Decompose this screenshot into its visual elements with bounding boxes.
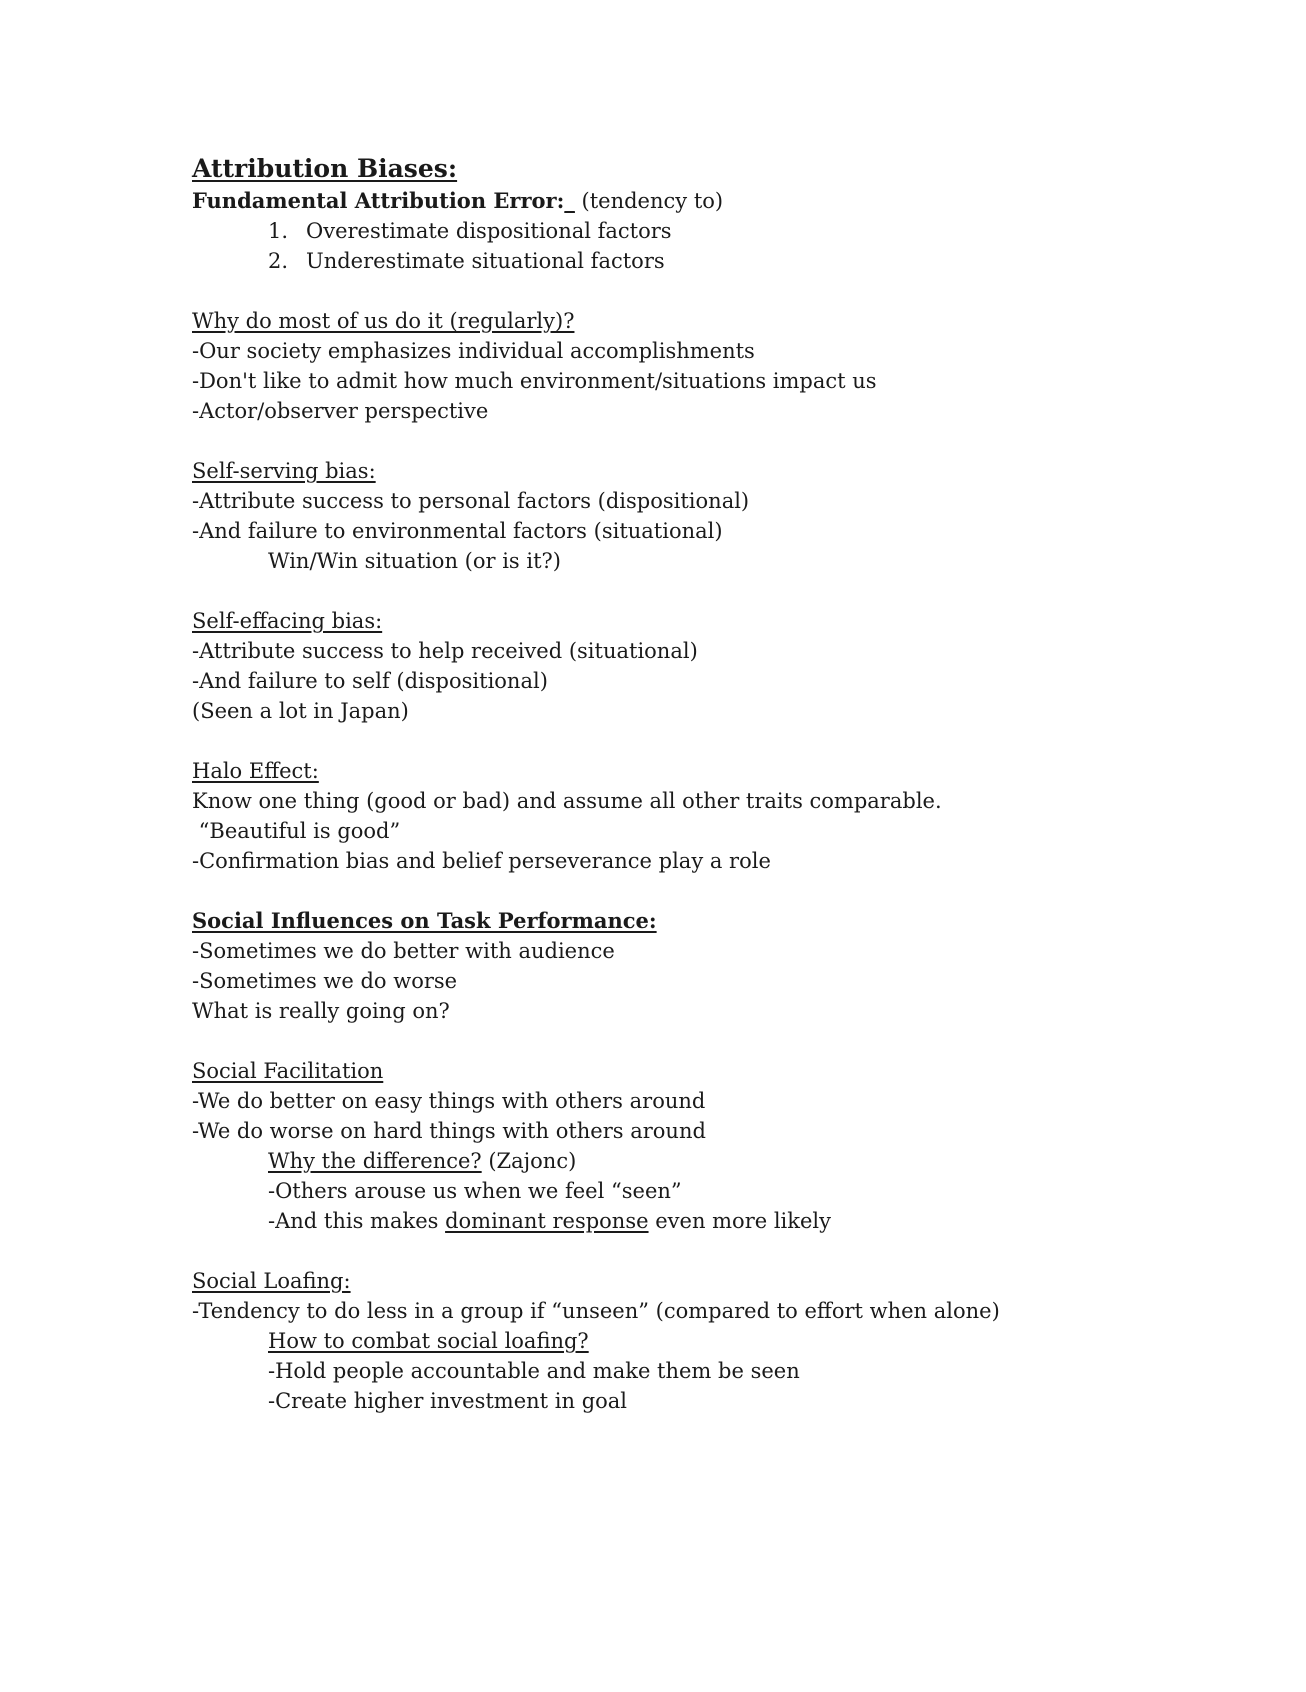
social-facilitation-line: -We do better on easy things with others around bbox=[192, 1089, 706, 1113]
fae-underscore: _ bbox=[564, 189, 575, 213]
social-facilitation-heading: Social Facilitation bbox=[192, 1059, 384, 1083]
social-loafing-line: -Tendency to do less in a group if “unseen” (compared to effort when alone) bbox=[192, 1299, 1000, 1323]
social-facilitation-sub-line bbox=[192, 1206, 1232, 1236]
why-heading: Why do most of us do it (regularly)? bbox=[192, 309, 575, 333]
self-serving-heading-line bbox=[192, 456, 1232, 486]
fae-item bbox=[192, 216, 1232, 246]
why-line: -Our society emphasizes individual accomplishments bbox=[192, 339, 755, 363]
why-heading-line bbox=[192, 306, 1232, 336]
why-line: -Actor/observer perspective bbox=[192, 399, 489, 423]
self-serving-indented-line: Win/Win situation (or is it?) bbox=[268, 549, 561, 573]
social-loafing-subheading: How to combat social loafing? bbox=[268, 1329, 589, 1353]
spacer bbox=[192, 1236, 1232, 1266]
spacer bbox=[192, 426, 1232, 456]
social-facilitation-subheading: Why the difference? bbox=[268, 1149, 482, 1173]
social-influences-heading: Social Influences on Task Performance: bbox=[192, 908, 657, 933]
social-loafing-heading: Social Loafing: bbox=[192, 1269, 351, 1293]
fae-item-number: 1. bbox=[268, 219, 289, 243]
social-facilitation-subheading-rest: (Zajonc) bbox=[481, 1149, 577, 1173]
social-facilitation-subheading-line bbox=[192, 1146, 1232, 1176]
social-influences-line: -Sometimes we do better with audience bbox=[192, 939, 615, 963]
social-influences-heading-line bbox=[192, 906, 1232, 936]
spacer bbox=[192, 726, 1232, 756]
page-title: Attribution Biases: bbox=[192, 154, 458, 183]
self-effacing-heading: Self-effacing bias: bbox=[192, 609, 383, 633]
self-effacing-line: -Attribute success to help received (situational) bbox=[192, 639, 698, 663]
halo-line: -Confirmation bias and belief perseverance play a role bbox=[192, 849, 771, 873]
fae-item-text: Overestimate dispositional factors bbox=[306, 219, 672, 243]
spacer bbox=[192, 576, 1232, 606]
halo-heading: Halo Effect: bbox=[192, 759, 319, 783]
dominant-response-term: dominant response bbox=[445, 1209, 649, 1233]
spacer bbox=[192, 1026, 1232, 1056]
spacer bbox=[192, 276, 1232, 306]
sub-line-post: even more likely bbox=[648, 1209, 832, 1233]
self-serving-line: -And failure to environmental factors (situational) bbox=[192, 519, 723, 543]
social-loafing-sub-line: -Hold people accountable and make them be seen bbox=[268, 1359, 800, 1383]
self-effacing-line: -And failure to self (dispositional) bbox=[192, 669, 548, 693]
social-loafing-sub-line: -Create higher investment in goal bbox=[268, 1389, 628, 1413]
fae-item-text: Underestimate situational factors bbox=[306, 249, 665, 273]
social-influences-line: What is really going on? bbox=[192, 999, 450, 1023]
sub-line-pre: -And this makes bbox=[268, 1209, 446, 1233]
social-facilitation-heading-line bbox=[192, 1056, 1232, 1086]
social-loafing-heading-line bbox=[192, 1266, 1232, 1296]
self-effacing-heading-line bbox=[192, 606, 1232, 636]
self-serving-heading: Self-serving bias: bbox=[192, 459, 376, 483]
social-loafing-subheading-line bbox=[192, 1326, 1232, 1356]
why-line: -Don't like to admit how much environment/situations impact us bbox=[192, 369, 877, 393]
fae-label: Fundamental Attribution Error: bbox=[192, 188, 565, 213]
halo-line: Know one thing (good or bad) and assume all other traits comparable. bbox=[192, 789, 942, 813]
self-serving-line: -Attribute success to personal factors (dispositional) bbox=[192, 489, 750, 513]
fae-item bbox=[192, 246, 1232, 276]
halo-line: “Beautiful is good” bbox=[192, 819, 401, 843]
social-facilitation-sub-line: -Others arouse us when we feel “seen” bbox=[268, 1179, 682, 1203]
fae-item-number: 2. bbox=[268, 249, 289, 273]
fae-rest: (tendency to) bbox=[574, 189, 724, 213]
fae-heading-line bbox=[192, 186, 1232, 216]
self-effacing-line: (Seen a lot in Japan) bbox=[192, 699, 409, 723]
social-influences-line: -Sometimes we do worse bbox=[192, 969, 458, 993]
halo-heading-line bbox=[192, 756, 1232, 786]
social-facilitation-line: -We do worse on hard things with others around bbox=[192, 1119, 706, 1143]
document-page bbox=[192, 154, 1232, 1416]
spacer bbox=[192, 876, 1232, 906]
